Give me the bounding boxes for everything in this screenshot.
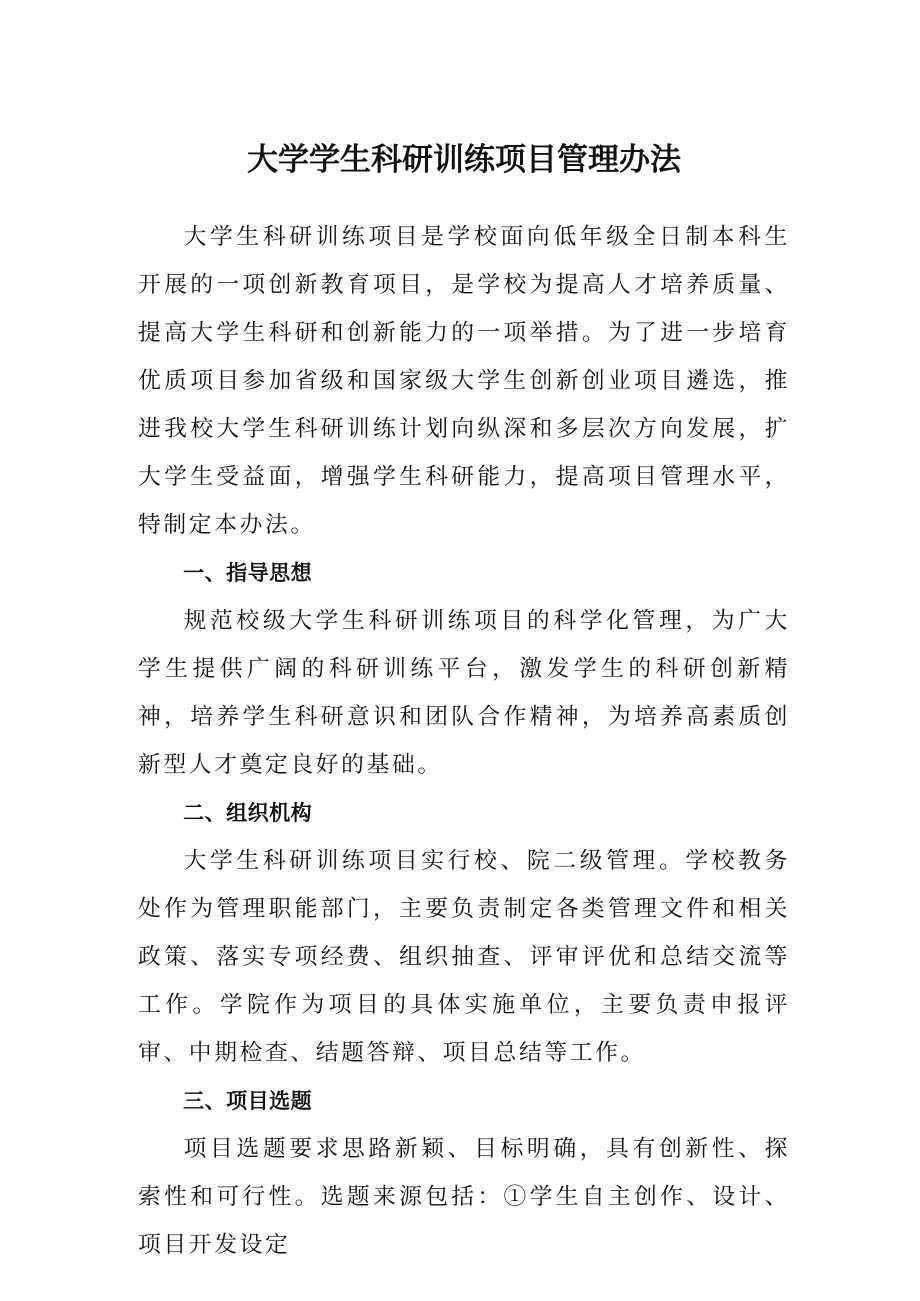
section-heading-guiding-ideology: 一、指导思想 — [183, 561, 313, 585]
intro-paragraph: 大学生科研训练项目是学校面向低年级全日制本科生开展的一项创新教育项目，是学校为提高人才培养质量、提高大学生科研和创新能力的一项举措。为了进一步培育优质项目参加省级和国家级大学生创新创业项目遴选，推进我校大学生科研训练计划向纵深和多层次方向发展，扩大学生受益面，增强学生科研能力，提高项目管理水平，特制定本办法。 — [138, 224, 790, 538]
document-page — [138, 130, 790, 1269]
section-body-project-topics: 项目选题要求思路新颖、目标明确，具有创新性、探索性和可行性。选题来源包括：①学生自主创作、设计、项目开发设定 — [138, 1136, 790, 1258]
section-body-guiding-ideology: 规范校级大学生科研训练项目的科学化管理，为广大学生提供广阔的科研训练平台，激发学生的科研创新精神，培养学生科研意识和团队合作精神，为培养高素质创新型人才奠定良好的基础。 — [138, 608, 790, 778]
section-heading-organization: 二、组织机构 — [183, 801, 313, 825]
document-title: 大学学生科研训练项目管理办法 — [247, 142, 681, 178]
section-heading-project-topics: 三、项目选题 — [183, 1089, 313, 1113]
section-body-organization: 大学生科研训练项目实行校、院二级管理。学校教务处作为管理职能部门，主要负责制定各类管理文件和相关政策、落实专项经费、组织抽查、评审评优和总结交流等工作。学院作为项目的具体实施单位，主要负责申报评审、中期检查、结题答辩、项目总结等工作。 — [138, 848, 790, 1066]
